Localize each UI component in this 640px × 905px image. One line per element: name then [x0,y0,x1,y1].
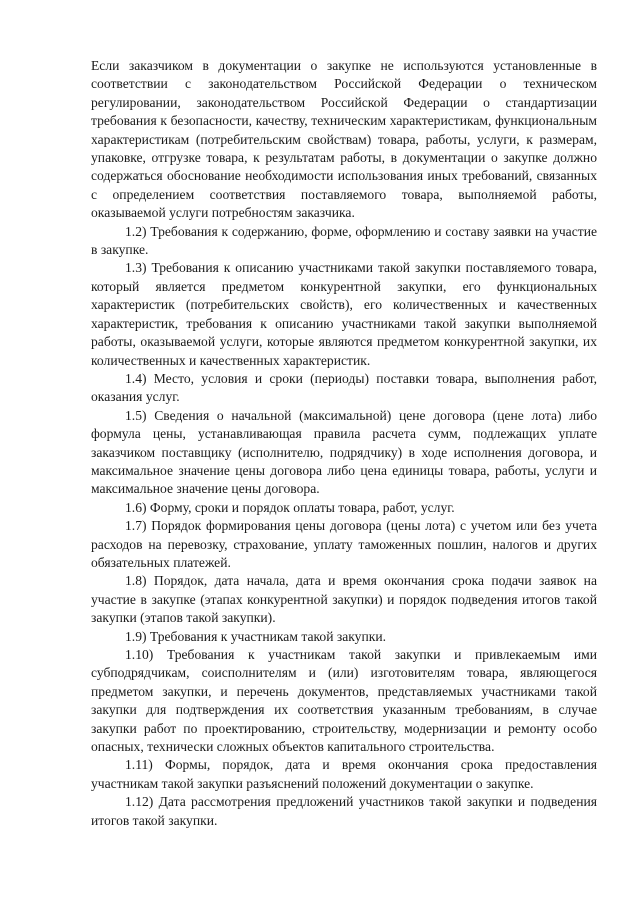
paragraph-intro: Если заказчиком в документации о закупке не используются установленные в соответствии с законодательством Российской Федерации о техническом регулировании, законодательством Российской Федерации о стандартизации требования к безопасности, качеству, техническим характеристикам, функциональным характеристикам (потребительским свойствам) товара, работы, услуги, к размерам, упаковке, отгрузке товара, к результатам работы, в документации о закупке должно содержаться обоснование необходимости использования иных требований, связанных с определением соответствия поставляемого товара, выполняемой работы, оказываемой услуги потребностям заказчика. [91,58,597,221]
paragraph-1-6: 1.6) Форму, сроки и порядок оплаты товара, работ, услуг. [125,499,455,515]
paragraph-1-9: 1.9) Требования к участникам такой закупки. [125,628,387,644]
paragraph-1-7: 1.7) Порядок формирования цены договора (цены лота) с учетом или без учета расходов на перевозку, страхование, уплату таможенных пошлин, налогов и других обязательных платежей. [91,518,597,570]
paragraph-1-4: 1.4) Место, условия и сроки (периоды) поставки товара, выполнения работ, оказания услуг. [91,370,597,405]
paragraph-1-5: 1.5) Сведения о начальной (максимальной) цене договора (цене лота) либо формула цены, устанавливающая правила расчета сумм, подлежащих уплате заказчиком поставщику (исполнителю, подрядчику) в ходе исполнения договора, и максимальное значение цены договора либо цена единицы товара, работы, услуги и максимальное значение цены договора. [91,407,597,497]
document-page [91,57,597,830]
paragraph-1-11: 1.11) Формы, порядок, дата и время окончания срока предоставления участникам такой закупки разъяснений положений документации о закупке. [91,757,597,791]
paragraph-1-8: 1.8) Порядок, дата начала, дата и время окончания срока подачи заявок на участие в закупке (этапах конкурентной закупки) и порядок подведения итогов такой закупки (этапов такой закупки). [91,573,597,626]
paragraph-1-12: 1.12) Дата рассмотрения предложений участников такой закупки и подведения итогов такой закупки. [91,794,597,828]
paragraph-1-2: 1.2) Требования к содержанию, форме, оформлению и составу заявки на участие в закупке. [91,223,597,258]
paragraph-1-10: 1.10) Требования к участникам такой закупки и привлекаемым ими субподрядчикам, соисполнителям и (или) изготовителям товара, являющегося предметом закупки, и перечень документов, представляемых участниками такой закупки для подтверждения их соответствия указанным требованиям, в случае закупки работ по проектированию, строительству, модернизации и ремонту особо опасных, технически сложных объектов капитального строительства. [91,647,597,755]
paragraph-1-3: 1.3) Требования к описанию участниками такой закупки поставляемого товара, который является предметом конкурентной закупки, его функциональных характеристик (потребительских свойств), его количественных и качественных характеристик, требования к описанию участниками такой закупки выполняемой работы, оказываемой услуги, которые являются предметом конкурентной закупки, их количественных и качественных характеристик. [91,260,597,368]
